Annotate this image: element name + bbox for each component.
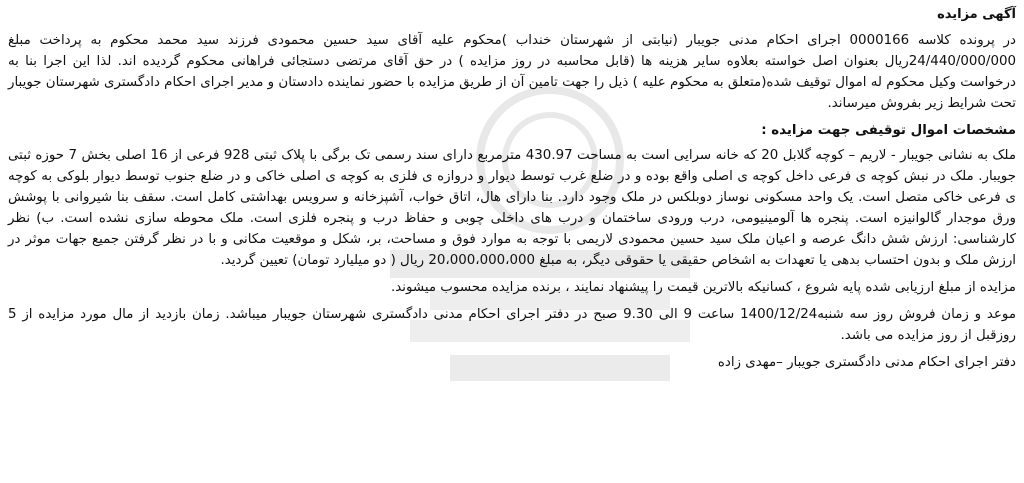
schedule-paragraph: موعد و زمان فروش روز سه شنبه1400/12/24 ساعت 9 الی 9.30 صبح در دفتر اجرای احکام مدنی دادگستری شهرستان جویبار میباشد. زمان بازدید از مال مورد مزایده از 5 روزقبل از روز مزایده می باشد. bbox=[8, 307, 1016, 343]
property-heading: مشخصات اموال توقیفی جهت مزایده : bbox=[761, 123, 1016, 138]
property-description: ملک به نشانی جویبار - لاریم – کوچه گلابل 20 که خانه سرایی است به مساحت 430.97 مترمربع دارای سند رسمی تک برگی با پلاک ثبتی 928 فرعی از 16 اصلی بخش 7 حوزه ثبتی جویبار. ملک در نبش کوچه ی فرعی داخل کوچه ی اصلی واقع بوده و در ضلع غرب توسط دیوار و دروازه ی فلزی به کوچه ی اصلی خاکی و در ضلع جنوب توسط دیوار بلوکی به کوچه ی فرعی خاکی متصل است. یک واحد مسکونی نوساز دوبلکس در ملک وجود دارد. بنا دارای هال، اتاق خواب، آشپزخانه و سرویس بهداشتی کامل است. سقف بنا شیروانی با پوشش ورق موجدار گالوانیزه است. پنجره ها آلومینیومی، درب ورودی ساختمان و درب های داخلی چوبی و حفاظ درب و پنجره فلزی است. ملک محوطه سازی نشده است. ب) نظر کارشناسی: ارزش شش دانگ عرصه و اعیان ملک سید حسین محمودی لاریمی با توجه به موارد فوق و مساحت، بر، شکل و موقعیت مکانی و با در نظر گرفتن جمیع جهات موثر در ارزش ملک و بدون احتساب بدهی یا تعهدات به اشخاص حقیقی یا حقوقی دیگر، به مبلغ 20،000،000،000 ریال ( دو میلیارد تومان) تعیین گردید. bbox=[8, 148, 1016, 268]
footer-signature: دفتر اجرای احکام مدنی دادگستری جویبار –مهدی زاده bbox=[717, 355, 1016, 370]
auction-start-paragraph: مزایده از مبلغ ارزیابی شده پایه شروع ، کسانیکه بالاترین قیمت را پیشنهاد نمایند ، برنده مزایده محسوب میشوند. bbox=[390, 280, 1016, 295]
notice-title: آگهی مزایده bbox=[937, 7, 1016, 22]
intro-paragraph: در پرونده کلاسه 0000166 اجرای احکام مدنی جویبار (نیابتی از شهرستان خنداب )محکوم علیه آقای سید حسین محمودی فرزند سید محمد محکوم به پرداخت مبلغ 24/440/000/000ریال بعنوان اصل خواسته بعلاوه سایر هزینه ها (قابل محاسبه در روز مزایده ) در حق آقای مرتضی دستجائی فراهانی محکوم گردیده اند. لذا این اجرا بنا به درخواست وکیل محکوم له اموال توقیف شده(متعلق به محکوم علیه ) ذیل را جهت تامین آن از طریق مزایده با حضور نماینده دادستان و مدیر اجرای احکام دادگستری شهرستان جویبار تحت شرایط زیر بفروش میرساند. bbox=[8, 33, 1016, 111]
